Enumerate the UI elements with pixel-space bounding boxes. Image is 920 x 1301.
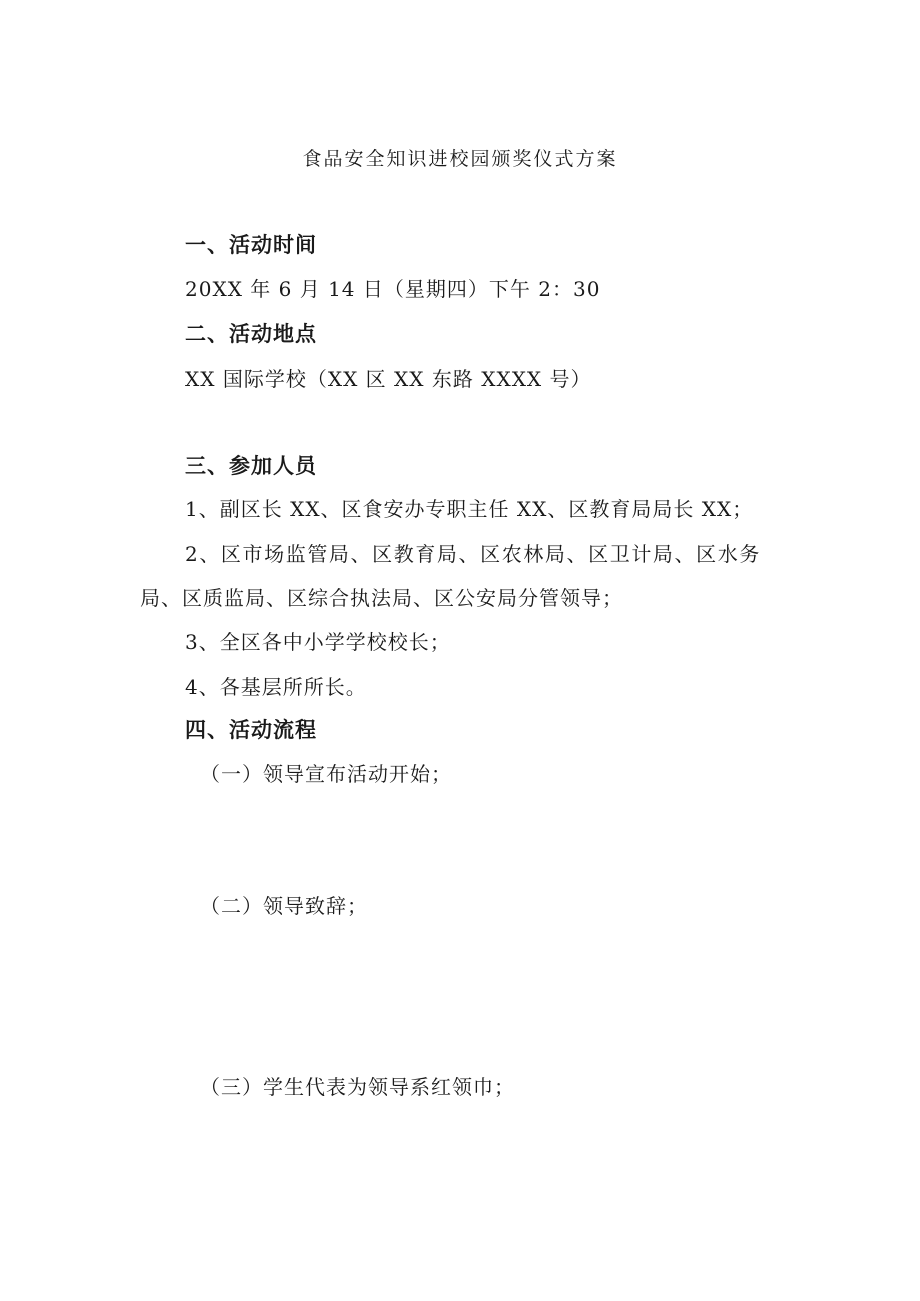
participant-item-4: 4、各基层所所长。: [185, 675, 367, 699]
process-item-2: （二）领导致辞；: [200, 894, 368, 918]
participant-item-1: 1、副区长 XX、区食安办专职主任 XX、区教育局局长 XX；: [185, 497, 754, 521]
section-heading-process: 四、活动流程: [185, 718, 317, 742]
process-item-1: （一）领导宣布活动开始；: [200, 762, 452, 786]
section-text-place: XX 国际学校（XX 区 XX 东路 XXXX 号）: [185, 367, 592, 391]
participant-item-2-continued: 局、区质监局、区综合执法局、区公安局分管领导；: [140, 586, 623, 610]
participant-item-2: 2、区市场监管局、区教育局、区农林局、区卫计局、区水务: [185, 542, 761, 566]
section-heading-place: 二、活动地点: [185, 322, 317, 346]
document-title: 食品安全知识进校园颁奖仪式方案: [302, 148, 618, 170]
section-heading-time: 一、活动时间: [185, 233, 317, 257]
section-heading-participants: 三、参加人员: [185, 454, 317, 478]
participant-item-3: 3、全区各中小学学校校长；: [185, 630, 451, 654]
section-text-time: 20XX 年 6 月 14 日（星期四）下午 2：30: [185, 277, 601, 301]
process-item-3: （三）学生代表为领导系红领巾；: [200, 1075, 515, 1099]
